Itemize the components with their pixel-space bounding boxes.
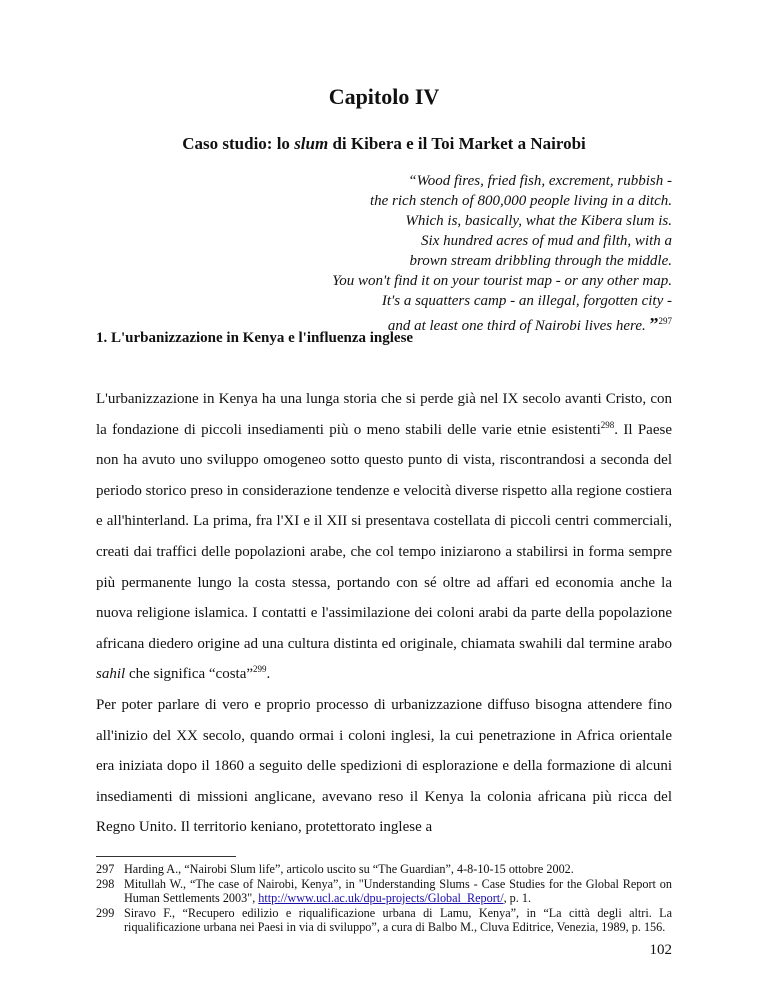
paragraph	[96, 384, 672, 690]
epigraph-line: brown stream dribbling through the middle.	[409, 253, 672, 269]
subtitle-text-after: di Kibera e il Toi Market a Nairobi	[328, 134, 586, 153]
epigraph-line: “Wood fires, fried fish, excrement, rubbish -	[408, 173, 672, 189]
paragraph: Per poter parlare di vero e proprio processo di urbanizzazione diffuso bisogna attendere fino all'inizio del XX secolo, quando ormai i coloni inglesi, la cui penetrazione in Africa orientale era iniziata dopo il 1860 a seguito delle spedizioni di esplorazione e della formazione di alcuni insediamenti di missioni anglicane, avevano reso il Kenya la colonia africana più ricca del Regno Unito. Il territorio keniano, protettorato inglese a	[96, 696, 672, 836]
epigraph-line: and at least one third of Nairobi lives here.	[387, 318, 650, 334]
epigraph-line: Six hundred acres of mud and filth, with a	[421, 233, 672, 249]
page-number: 102	[649, 942, 672, 958]
subtitle-emphasis: slum	[294, 134, 329, 153]
footnote-divider	[96, 856, 236, 857]
footnote	[96, 862, 672, 877]
footnote-reference[interactable]: 298	[600, 419, 615, 430]
epigraph-line: You won't find it on your tourist map - or any other map.	[332, 273, 672, 289]
section-heading: 1. L'urbanizzazione in Kenya e l'influenza inglese	[96, 330, 414, 346]
footnote-number: 298	[96, 876, 115, 891]
footnotes	[96, 862, 672, 935]
epigraph-line: It's a squatters camp - an illegal, forgotten city -	[381, 293, 672, 309]
footnote-link[interactable]: http://www.ucl.ac.uk/dpu-projects/Global_Report/	[258, 891, 504, 906]
subtitle-text-before: Caso studio: lo	[182, 134, 295, 153]
footnote-reference[interactable]: 297	[658, 316, 672, 326]
footnote	[96, 877, 672, 906]
footnote-number: 299	[96, 905, 115, 920]
epigraph-quote	[232, 171, 672, 336]
epigraph-line: Which is, basically, what the Kibera slum is.	[405, 213, 672, 229]
footnote-text-part: , p. 1.	[503, 891, 531, 906]
footnote-number: 297	[96, 862, 115, 876]
footnote-text	[124, 877, 672, 906]
epigraph-line: the rich stench of 800,000 people living in a ditch.	[369, 193, 672, 209]
paragraph-text: L'urbanizzazione in Kenya ha una lunga storia che si perde già nel IX secolo avanti Cristo, con la fondazione di piccoli insediamenti più o meno stabili delle varie etnie esistenti	[96, 391, 672, 438]
paragraph-emphasis: sahil	[96, 666, 126, 683]
footnote-text: Harding A., “Nairobi Slum life”, articolo uscito su “The Guardian”, 4-8-10-15 ottobre 2002.	[124, 862, 574, 876]
footnote	[96, 906, 672, 935]
paragraph-text: . Il Paese non ha avuto uno sviluppo omogeneo sotto questo punto di vista, riscontrandosi a seconda del periodo storico preso in considerazione tendenze e velocità diverse rispetto alla regione costiera e all'hinterland. La prima, fra l'XI e il XII si presentava costellata di piccoli centri commerciali, creati dai traffici delle popolazioni arabe, che col tempo iniziarono a stabilirsi in forma sempre più permanente lungo la costa stessa, portando con sé oltre ad affari ed economia anche la nuova religione islamica. I contatti e l'assimilazione dei coloni arabi da parte della popolazione africana diedero origine ad una cultura distinta ed originale, chiamata swahili dal termine arabo	[96, 421, 672, 652]
footnote-reference[interactable]: 299	[253, 664, 267, 675]
paragraph-text: .	[266, 666, 271, 683]
body-text	[96, 384, 672, 843]
chapter-title: Capitolo IV	[328, 84, 440, 109]
chapter-subtitle	[0, 134, 768, 154]
paragraph-text: che significa “costa”	[125, 666, 254, 683]
footnote-text-part: Mitullah W., “The case of Nairobi, Kenya”, in "Understanding Slums - Case Studies for the Global Report on Human Settlements 2003",	[124, 876, 672, 906]
closing-quote-mark: ”	[649, 314, 659, 334]
footnote-text: Siravo F., “Recupero edilizio e riqualificazione urbana di Lamu, Kenya”, in “La città degli altri. La riqualificazione urbana nei Paesi in via di sviluppo”, a cura di Balbo M., Cluva Editrice, Venezia, 1989, p. 156.	[124, 905, 672, 935]
